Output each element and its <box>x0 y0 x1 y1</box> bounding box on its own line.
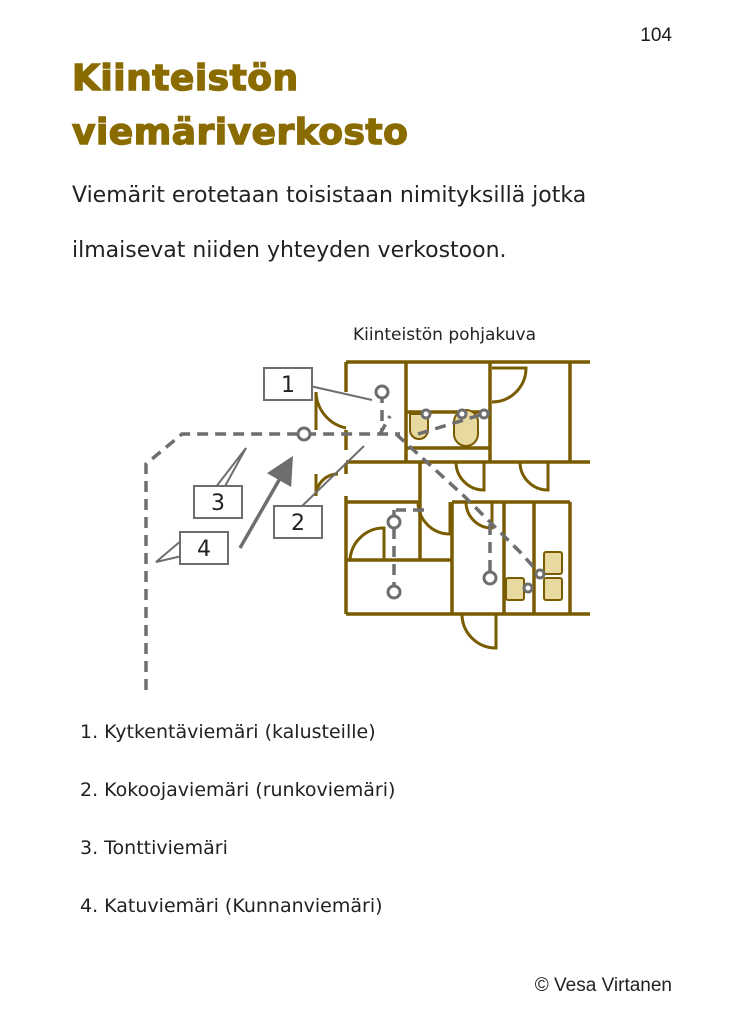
callout-3 <box>194 448 246 518</box>
intro-text: Viemärit erotetaan toisistaan nimityksillä jotka ilmaisevat niiden yhteyden verkostoon. <box>72 183 587 263</box>
sewer-legend <box>80 712 395 944</box>
callout-3-label: 3 <box>211 491 225 516</box>
page-title: Kiinteistön viemäriverkosto <box>72 58 409 153</box>
door-swings <box>316 368 548 648</box>
callout-4-label: 4 <box>197 537 211 562</box>
page-number: 104 <box>640 25 672 46</box>
callout-4 <box>156 532 228 564</box>
callout-2-label: 2 <box>291 511 305 536</box>
floor-plan-caption: Kiinteistön pohjakuva <box>353 325 536 345</box>
legend-item: 3. Tonttiviemäri <box>80 837 228 859</box>
legend-item: 1. Kytkentäviemäri (kalusteille) <box>80 721 376 743</box>
callout-2 <box>274 446 364 538</box>
callout-1-label: 1 <box>281 373 295 398</box>
copyright-notice: © Vesa Virtanen <box>534 975 672 996</box>
callout-1 <box>264 368 372 400</box>
legend-item: 4. Katuviemäri (Kunnanviemäri) <box>80 895 383 917</box>
legend-item: 2. Kokoojaviemäri (runkoviemäri) <box>80 779 396 801</box>
